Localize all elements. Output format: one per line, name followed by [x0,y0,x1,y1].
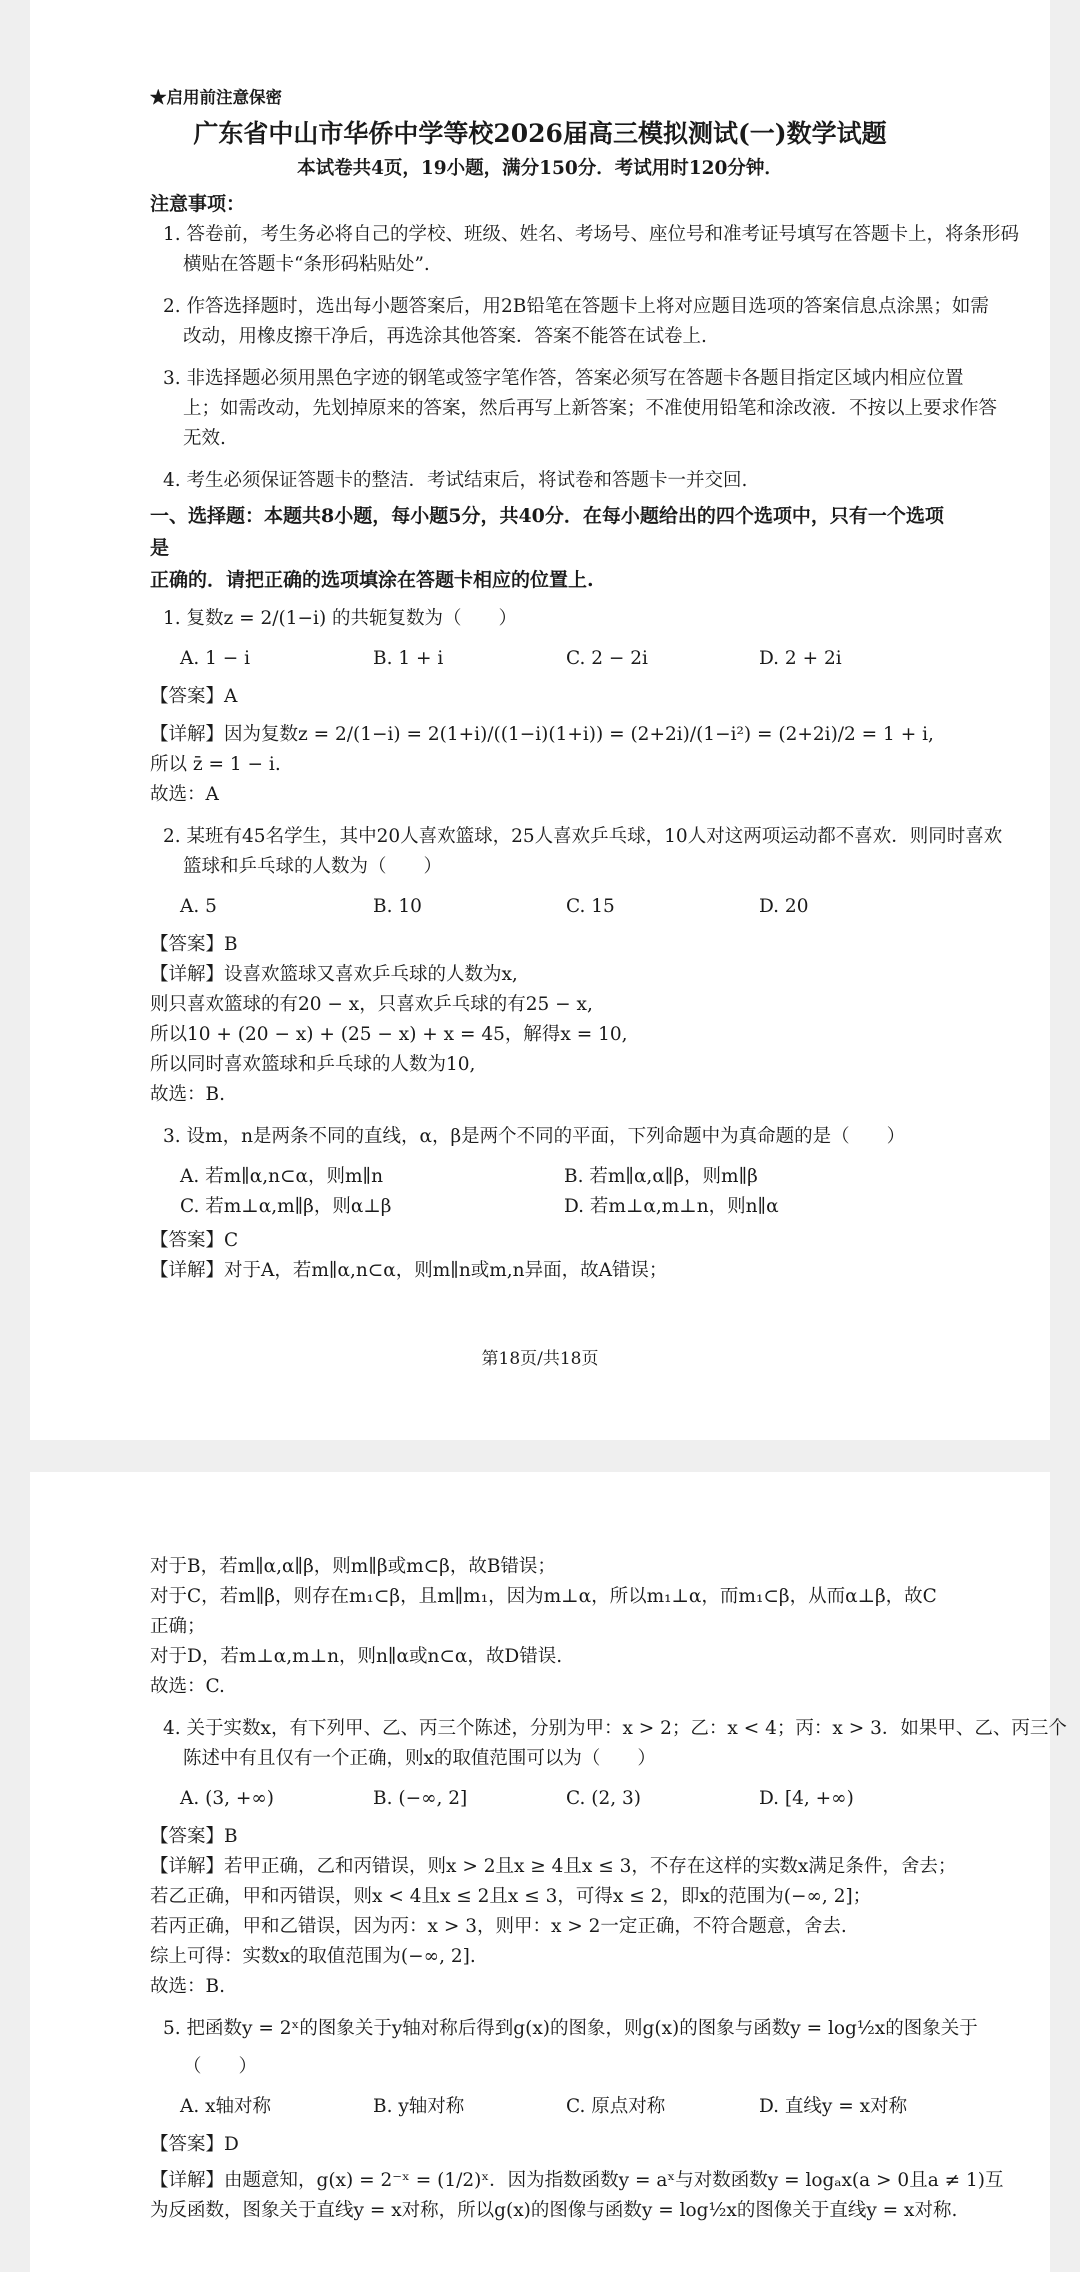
option-b: B. y轴对称 [373,2096,465,2117]
exam-subtitle: 本试卷共4页，19小题，满分150分．考试用时120分钟． [297,158,783,179]
option-b: B. 1 + i [373,648,444,669]
instruction-2 [150,292,989,352]
question-stem: （ ） [183,2056,258,2077]
option-c: C. 2 − 2i [566,648,648,669]
page-1 [30,0,1050,1440]
detail-line: 故选：C. [150,1676,225,1697]
answer-label: 【答案】B [150,934,238,955]
page-2 [30,1472,1067,2272]
detail-line: 【详解】因为复数z = 2/(1−i) = 2(1+i)/((1−i)(1+i)) = (2+2i)/(1−i²) = (2+2i)/2 = 1 + i, [150,724,934,745]
options-row [150,644,955,674]
detail-line: 正确； [150,1616,206,1637]
option-d: D. [4, +∞) [759,1788,854,1809]
question-5 [150,2014,1004,2226]
option-d: D. 2 + 2i [759,648,842,669]
options-row [150,2092,955,2122]
options-row [150,1192,955,1222]
question-stem: 3. 设m，n是两条不同的直线，α，β是两个不同的平面，下列命题中为真命题的是（ ） [163,1126,906,1147]
question-1 [150,604,955,810]
detail-line: 所以10 + (20 − x) + (25 − x) + x = 45，解得x = 10, [150,1024,628,1045]
option-a: A. 1 − i [180,648,251,669]
option-d: D. 20 [759,896,809,917]
text-line: 1. 答卷前，考生务必将自己的学校、班级、姓名、考场号、座位号和准考证号填写在答题卡上，将条形码 [163,224,1020,245]
detail-line: 所以同时喜欢篮球和乒乓球的人数为10, [150,1054,476,1075]
question-4 [150,1714,1067,2002]
section-heading [150,500,955,596]
question-stem: 陈述中有且仅有一个正确，则x的取值范围可以为（ ） [183,1748,656,1769]
page-footer: 第18页/共18页 [481,1349,599,1369]
text-line: 正确的．请把正确的选项填涂在答题卡相应的位置上. [150,569,594,591]
option-b: B. 10 [373,896,422,917]
detail-line: 若乙正确，甲和丙错误，则x < 4且x ≤ 2且x ≤ 3，可得x ≤ 2，即x的范围为(−∞, 2]； [150,1886,872,1907]
text-line: 无效. [183,428,226,449]
text-line: 上；如需改动，先划掉原来的答案，然后再写上新答案；不准使用铅笔和涂改液．不按以上要求作答 [183,398,998,419]
detail-line: 【详解】设喜欢篮球又喜欢乒乓球的人数为x, [150,964,518,985]
answer-label: 【答案】B [150,1826,238,1847]
detail-line: 综上可得：实数x的取值范围为(−∞, 2]. [150,1946,476,1967]
detail-line: 故选：A [150,784,219,805]
option-a: A. 5 [180,896,217,917]
detail-line: 对于C，若m∥β，则存在m₁⊂β，且m∥m₁，因为m⊥α，所以m₁⊥α，而m₁⊂β，从而α⊥β，故C [150,1586,937,1607]
detail-line: 【详解】对于A，若m∥α,n⊂α，则m∥n或m,n异面，故A错误； [150,1260,668,1281]
text-line: 3. 非选择题必须用黑色字迹的钢笔或签字笔作答，答案必须写在答题卡各题目指定区域内相应位置 [163,368,964,389]
text-line: 一、选择题：本题共8小题，每小题5分，共40分．在每小题给出的四个选项中，只有一个选项是 [150,505,944,559]
text-line: 2. 作答选择题时，选出每小题答案后，用2B铅笔在答题卡上将对应题目选项的答案信息点涂黑；如需 [163,296,989,317]
instruction-4 [150,466,955,496]
detail-line: 【详解】由题意知，g(x) = 2⁻ˣ = (1/2)ˣ．因为指数函数y = aˣ与对数函数y = logₐx(a > 0且a ≠ 1)互 [150,2170,1004,2191]
option-b: B. 若m∥α,α∥β，则m∥β [564,1166,758,1187]
option-d: D. 直线y = x对称 [759,2096,908,2117]
detail-line: 若丙正确，甲和乙错误，因为丙：x > 3，则甲：x > 2一定正确，不符合题意，舍去. [150,1916,847,1937]
option-a: A. (3, +∞) [180,1788,274,1809]
detail-line: 故选：B. [150,1084,225,1105]
answer-label: 【答案】D [150,2134,239,2155]
question-stem: 2. 某班有45名学生，其中20人喜欢篮球，25人喜欢乒乓球，10人对这两项运动都不喜欢．则同时喜欢 [163,826,1003,847]
detail-line: 故选：B. [150,1976,225,1997]
exam-title: 广东省中山市华侨中学等校2026届高三模拟测试(一)数学试题 [193,119,887,148]
option-c: C. 15 [566,896,615,917]
confidential-notice: ★启用前注意保密 [150,88,282,107]
detail-line: 所以 z̄ = 1 − i. [150,754,281,775]
options-row [150,1784,955,1814]
option-c: C. 原点对称 [566,2096,666,2117]
text-line: 4. 考生必须保证答题卡的整洁．考试结束后，将试卷和答题卡一并交回. [163,470,748,491]
question-3-continued [150,1552,955,1702]
detail-line: 对于D，若m⊥α,m⊥n，则n∥α或n⊂α，故D错误. [150,1646,563,1667]
detail-line: 对于B，若m∥α,α∥β，则m∥β或m⊂β，故B错误； [150,1556,556,1577]
instruction-1 [150,220,1020,280]
answer-label: 【答案】A [150,686,238,707]
detail-line: 为反函数，图象关于直线y = x对称，所以g(x)的图像与函数y = log½x的图像关于直线y = x对称. [150,2200,958,2221]
options-row [150,1162,955,1192]
option-c: C. (2, 3) [566,1788,641,1809]
detail-line: 则只喜欢篮球的有20 − x，只喜欢乒乓球的有25 − x, [150,994,593,1015]
options-row [150,892,955,922]
detail-line: 【详解】若甲正确，乙和丙错误，则x > 2且x ≥ 4且x ≤ 3，不存在这样的实数x满足条件，舍去； [150,1856,957,1877]
option-a: A. x轴对称 [180,2096,272,2117]
question-stem: 1. 复数z = 2/(1−i) 的共轭复数为（ ） [163,608,518,629]
question-stem: 5. 把函数y = 2ˣ的图象关于y轴对称后得到g(x)的图象，则g(x)的图象与函数y = log½x的图象关于 [163,2018,978,2039]
text-line: 改动，用橡皮擦干净后，再选涂其他答案．答案不能答在试卷上. [183,326,707,347]
answer-label: 【答案】C [150,1230,239,1251]
instruction-3 [150,364,998,454]
question-stem: 4. 关于实数x，有下列甲、乙、丙三个陈述，分别为甲：x > 2；乙：x < 4；丙：x > 3．如果甲、乙、丙三个 [163,1718,1067,1739]
text-line: 横贴在答题卡“条形码粘贴处”. [183,254,430,275]
option-d: D. 若m⊥α,m⊥n，则n∥α [564,1196,779,1217]
question-3 [150,1122,955,1286]
option-c: C. 若m⊥α,m∥β，则α⊥β [180,1196,392,1217]
option-a: A. 若m∥α,n⊂α，则m∥n [180,1166,383,1187]
question-stem: 篮球和乒乓球的人数为（ ） [183,856,443,877]
instructions-heading: 注意事项： [150,193,246,215]
question-2 [150,822,1003,1110]
option-b: B. (−∞, 2] [373,1788,468,1809]
